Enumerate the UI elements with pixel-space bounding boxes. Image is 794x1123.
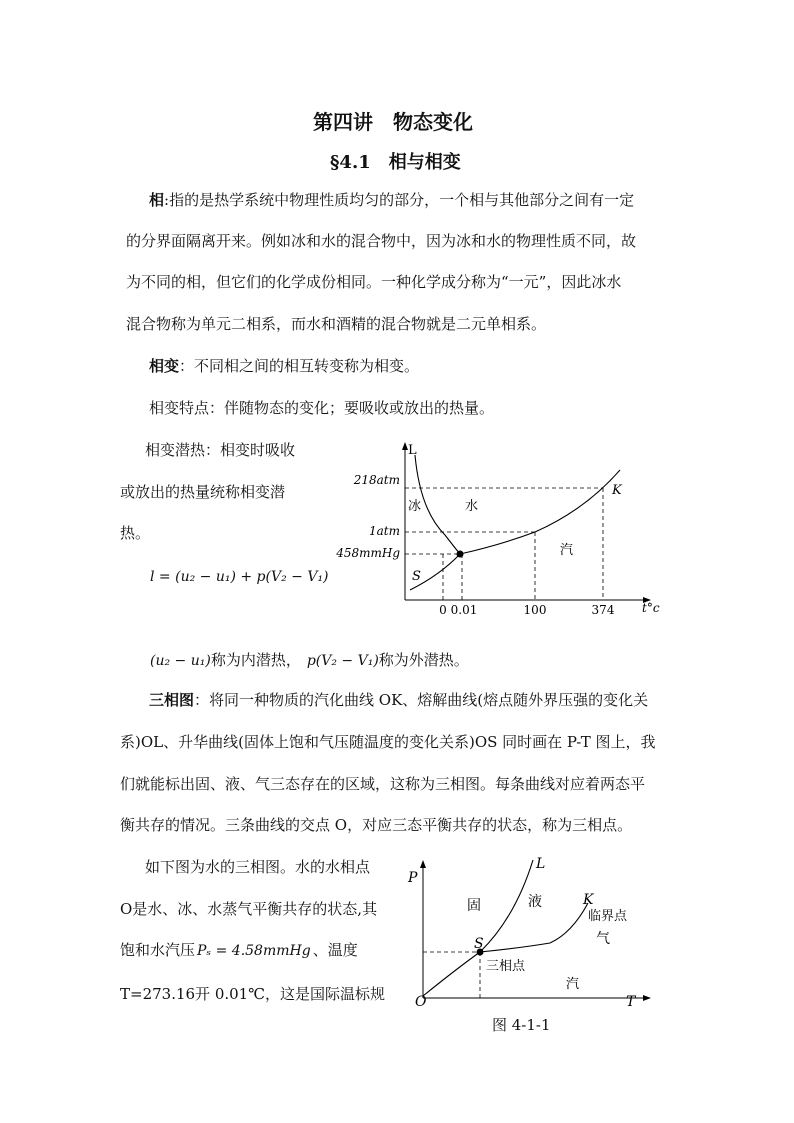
ytick-1atm: 1atm	[369, 524, 400, 538]
region-ice: 冰	[408, 499, 422, 514]
label-K-critical: K	[583, 892, 594, 908]
para-transition-features: 相变特点：伴随物态的变化；要吸收或放出的热量。	[149, 399, 495, 417]
xtick-0: 0	[439, 603, 447, 617]
para-water-line2: O是水、冰、水蒸气平衡共存的状态,其	[120, 900, 378, 918]
water-phase-chart	[336, 430, 670, 620]
para-phase-transition: 相变：不同相之间的相互转变称为相变。	[149, 357, 420, 375]
para-water-line3: 饱和水汽压 Pₛ = 4.58mmHg 、温度	[120, 941, 358, 959]
term-phase: 相	[149, 191, 165, 209]
label-L: L	[536, 856, 546, 872]
label-K: K	[612, 483, 622, 498]
latent-heat-explain: (u₂ − u₁)称为内潜热， p(V₂ − V₁)称为外潜热。	[150, 651, 469, 669]
para-phase-line2: 的分界面隔离开来。例如冰和水的混合物中，因为冰和水的物理性质不同，故	[126, 232, 637, 250]
section-title: §4.1 相与相变	[330, 152, 461, 173]
chart2-origin-label: O	[415, 994, 427, 1010]
chart1-axis-x-label: t°c	[642, 601, 660, 615]
para-phase-line1: 相:指的是热学系统中物理性质均匀的部分，一个相与其他部分之间有一定	[149, 191, 635, 209]
chart2-vaporization-curve	[480, 903, 588, 952]
chart1-axis-y-label: L	[408, 443, 417, 458]
annotation-critical-point: 临界点	[588, 909, 628, 924]
region-vapor-2: 汽	[566, 977, 580, 992]
chart2-axis-y-label: P	[408, 870, 418, 886]
chart2-x-arrow	[643, 995, 651, 1001]
xtick-374: 374	[591, 603, 615, 617]
region-gas: 气	[596, 931, 610, 947]
chart2-melting-curve	[480, 860, 533, 952]
triple-point-chart	[400, 848, 670, 1013]
chart2-sublimation-curve	[423, 952, 480, 996]
xtick-001: 0.01	[450, 603, 478, 617]
para-latent-line3: 热。	[120, 524, 151, 542]
region-liquid: 液	[528, 894, 542, 910]
para-latent-line1: 相变潜热：相变时吸收	[145, 441, 296, 459]
label-S-triple: S	[474, 936, 484, 952]
figure-caption: 图 4-1-1	[492, 1016, 551, 1034]
para-triple-line4: 衡共存的情况。三条曲线的交点 O，对应三态平衡共存的状态，称为三相点。	[120, 816, 633, 834]
para-triple-line2: 系)OL、升华曲线(固体上饱和气压随温度的变化关系)OS 同时画在 P-T 图上，我	[120, 733, 656, 751]
ytick-218atm: 218atm	[353, 473, 400, 487]
xtick-100: 100	[523, 603, 547, 617]
region-vapor: 汽	[560, 543, 574, 558]
chart2-axis-x-label: T	[626, 994, 636, 1010]
para-triple-line1: 三相图：将同一种物质的汽化曲线 OK、熔解曲线(熔点随外界压强的变化关	[149, 691, 649, 709]
latent-heat-formula: l = (u₂ − u₁) + p(V₂ − V₁)	[150, 569, 329, 585]
para-triple-line3: 们就能标出固、液、气三态存在的区域，这称为三相图。每条曲线对应着两态平	[120, 775, 646, 793]
label-S: S	[412, 569, 421, 584]
para-water-line1: 如下图为水的三相图。水的水相点	[145, 858, 371, 876]
annotation-triple-point: 三相点	[486, 959, 526, 974]
para-phase-line3: 为不同的相，但它们的化学成份相同。一种化学成分称为“一元”，因此冰水	[126, 273, 622, 291]
melting-curve	[415, 455, 460, 554]
ytick-458mmHg: 458mmHg	[336, 546, 400, 560]
region-water: 水	[465, 499, 479, 514]
para-latent-line2: 或放出的热量统称相变潜	[120, 483, 286, 501]
region-solid: 固	[467, 898, 481, 914]
vaporization-curve	[460, 470, 620, 554]
chart2-y-arrow	[420, 860, 426, 868]
para-phase-line4: 混合物称为单元二相系，而水和酒精的混合物就是二元单相系。	[126, 315, 547, 333]
para-water-line4: T=273.16开 0.01℃，这是国际温标规	[120, 985, 386, 1003]
triple-point	[457, 551, 464, 558]
page-title: 第四讲 物态变化	[313, 110, 473, 134]
